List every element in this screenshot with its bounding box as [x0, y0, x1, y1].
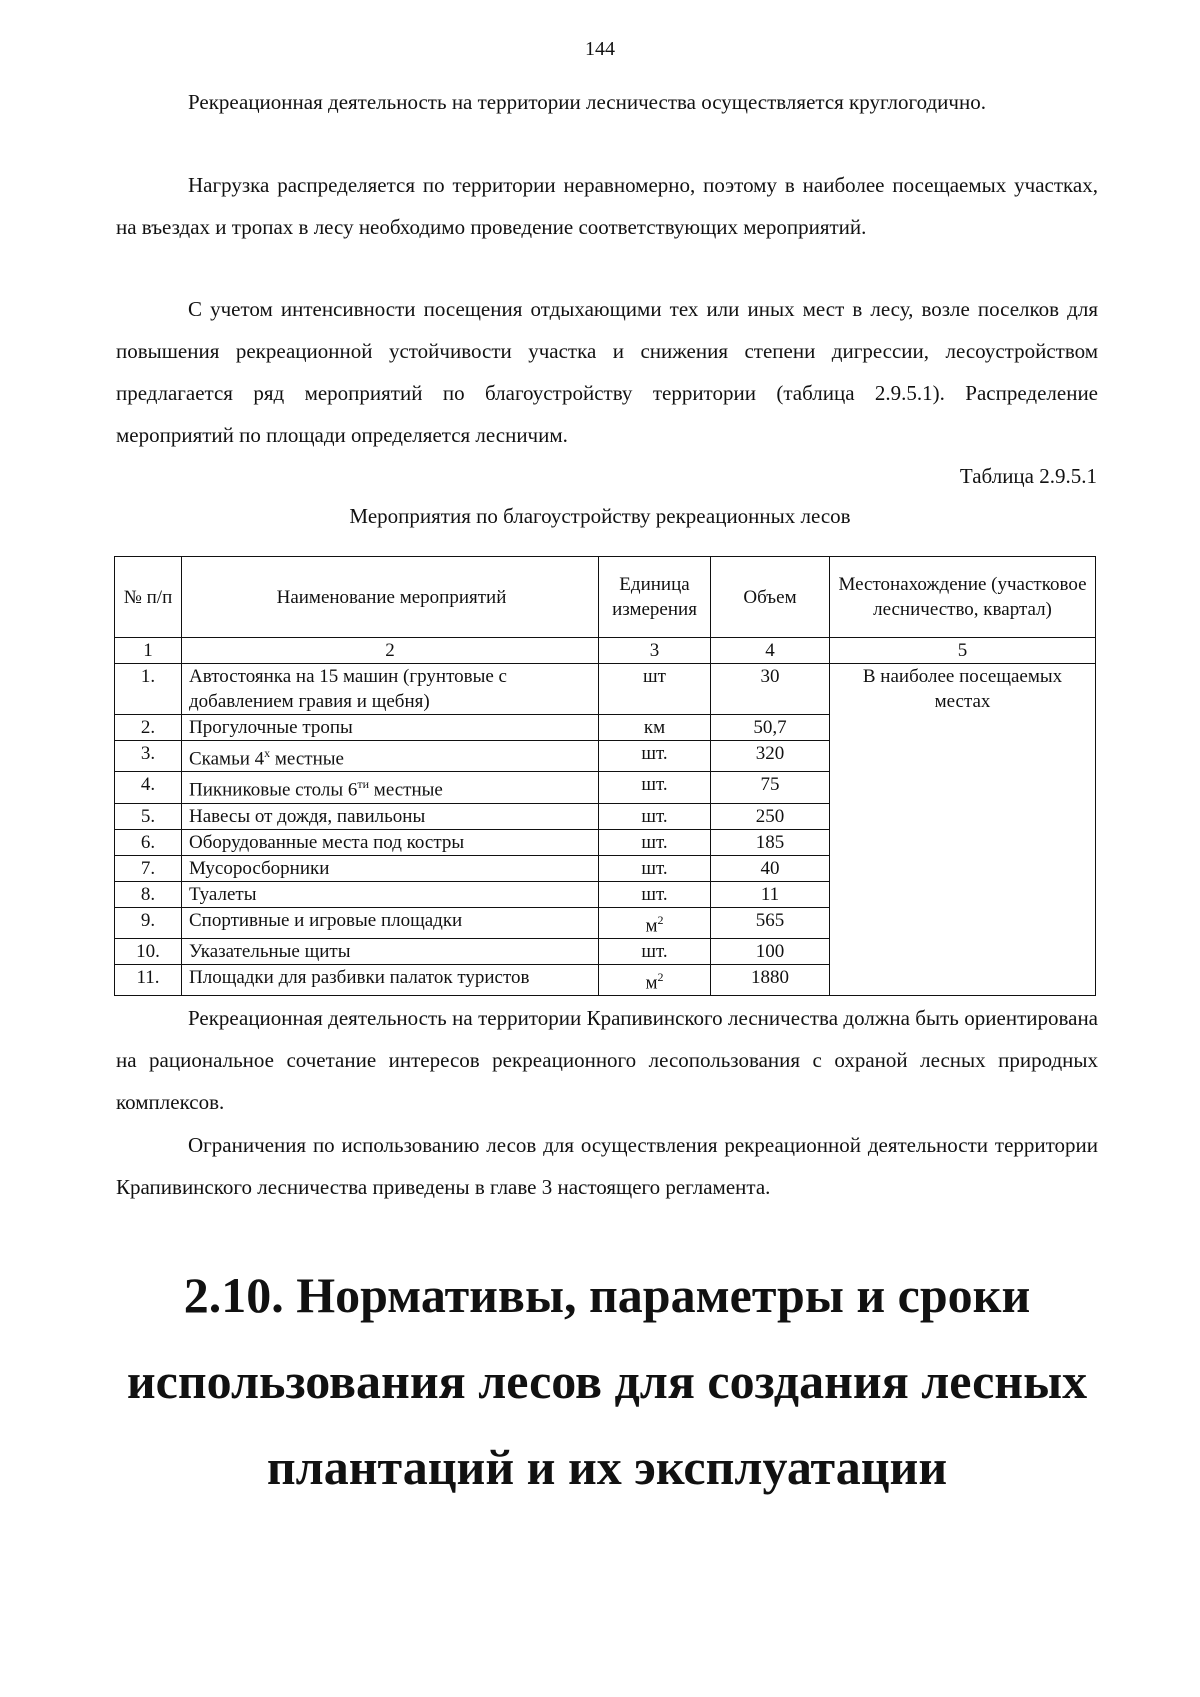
paragraph-3 — [116, 288, 1098, 456]
paragraph-5 — [116, 1124, 1098, 1208]
measure-name — [182, 829, 599, 855]
measure-unit — [599, 803, 711, 829]
index-cell: 2 — [182, 638, 599, 664]
index-cell: 1 — [115, 638, 182, 664]
measure-unit-text: шт. — [641, 805, 668, 827]
measure-name — [182, 715, 599, 741]
measure-volume: 75 — [711, 772, 830, 803]
measure-name-text: Мусоросборники — [189, 857, 330, 879]
location-cell: В наиболее посещаемых местах — [830, 664, 1096, 996]
paragraph-text: Ограничения по использованию лесов для осуществления рекреационной деятельности территории Крапивинского лесничества приведены в главе 3 настоящего регламента. — [116, 1133, 1098, 1199]
measure-name-suffix: местные — [369, 779, 443, 801]
measure-unit-text: шт. — [641, 857, 668, 879]
header-volume: Объем — [711, 557, 830, 638]
measure-unit — [599, 829, 711, 855]
measure-unit — [599, 855, 711, 881]
measure-unit — [599, 938, 711, 964]
table-label: Таблица 2.9.5.1 — [959, 464, 1097, 488]
measure-name-text: Оборудованные места под костры — [189, 831, 465, 853]
measure-name-text: Туалеты — [189, 883, 257, 905]
measure-name-text: Указательные щиты — [189, 940, 351, 962]
measure-unit — [599, 664, 711, 715]
index-cell: 3 — [599, 638, 711, 664]
measure-name-suffix: местные — [270, 748, 344, 770]
measure-unit-text: км — [643, 717, 666, 738]
measure-unit — [599, 741, 711, 772]
row-number: 8. — [115, 881, 182, 907]
measure-volume: 185 — [711, 829, 830, 855]
paragraph-text: С учетом интенсивности посещения отдыхающими тех или иных мест в лесу, возле поселков для повышения рекреационной устойчивости участка и снижения степени дигрессии, лесоустройством предлагается ряд мероприятий по благоустройству территории (таблица 2.9.5.1). Распределение мероприятий по площади определяется лесничим. — [116, 297, 1098, 447]
measure-volume: 100 — [711, 938, 830, 964]
header-location: Местонахождение (участковое лесничество, квартал) — [830, 557, 1096, 638]
header-num: № п/п — [115, 557, 182, 638]
measure-volume: 30 — [711, 664, 830, 715]
measure-name-text: Навесы от дождя, павильоны — [189, 805, 426, 827]
measures-table — [114, 556, 1096, 996]
measure-name-superscript: х — [264, 746, 271, 760]
measure-name — [182, 803, 599, 829]
measure-name-text: Площадки для разбивки палаток туристов — [189, 966, 530, 988]
measure-name — [182, 907, 599, 938]
measure-name-text: Прогулочные тропы — [189, 717, 353, 738]
table-header-row — [115, 557, 1096, 638]
measure-unit — [599, 715, 711, 741]
paragraph-4 — [116, 997, 1098, 1123]
index-cell: 4 — [711, 638, 830, 664]
table-body — [115, 638, 1096, 996]
paragraph-2 — [116, 164, 1098, 248]
index-cell: 5 — [830, 638, 1096, 664]
measure-name — [182, 938, 599, 964]
page-number: 144 — [585, 38, 615, 60]
measure-volume: 250 — [711, 803, 830, 829]
measure-name — [182, 741, 599, 772]
measure-unit-superscript: 2 — [657, 969, 664, 984]
measure-name — [182, 964, 599, 995]
measure-name-superscript: ти — [357, 777, 370, 792]
measure-name-text: Спортивные и игровые площадки — [189, 909, 463, 931]
row-number: 1. — [115, 664, 182, 715]
measure-volume: 1880 — [711, 964, 830, 995]
section-heading: 2.10. Нормативы, параметры и сроки использования лесов для создания лесных плантаций и их эксплуатации — [126, 1267, 1088, 1495]
paragraph-text: Нагрузка распределяется по территории неравномерно, поэтому в наиболее посещаемых участках, на въездах и тропах в лесу необходимо проведение соответствующих мероприятий. — [116, 173, 1098, 239]
measure-unit-text: м — [645, 914, 658, 936]
table-title: Мероприятия по благоустройству рекреационных лесов — [349, 504, 851, 528]
measure-unit-text: шт. — [641, 743, 668, 764]
measure-volume: 50,7 — [711, 715, 830, 741]
measure-name — [182, 881, 599, 907]
measure-unit — [599, 964, 711, 995]
paragraph-text: Рекреационная деятельность на территории лесничества осуществляется круглогодично. — [188, 90, 986, 114]
measure-name-text: Скамьи 4 — [189, 748, 265, 770]
measure-unit-text: шт. — [641, 774, 668, 796]
row-number: 9. — [115, 907, 182, 938]
row-number: 2. — [115, 715, 182, 741]
paragraph-1 — [116, 81, 1098, 123]
measure-unit — [599, 907, 711, 938]
row-number: 11. — [115, 964, 182, 995]
measure-unit-superscript: 2 — [657, 912, 664, 927]
measure-name — [182, 664, 599, 715]
measure-name — [182, 855, 599, 881]
measure-unit-text: шт. — [641, 831, 668, 853]
measure-name-text: Пикниковые столы 6 — [189, 779, 358, 801]
measure-unit-text: шт. — [641, 940, 668, 962]
row-number: 6. — [115, 829, 182, 855]
row-number: 5. — [115, 803, 182, 829]
measure-volume: 40 — [711, 855, 830, 881]
measure-unit — [599, 881, 711, 907]
measure-unit — [599, 772, 711, 803]
row-number: 7. — [115, 855, 182, 881]
row-number: 4. — [115, 772, 182, 803]
measure-volume: 565 — [711, 907, 830, 938]
table-row — [115, 664, 1096, 715]
header-unit: Единица измерения — [599, 557, 711, 638]
measure-unit-text: шт — [643, 666, 666, 687]
row-number: 10. — [115, 938, 182, 964]
measure-volume: 11 — [711, 881, 830, 907]
index-row — [115, 638, 1096, 664]
paragraph-text: Рекреационная деятельность на территории Крапивинского лесничества должна быть ориентирована на рациональное сочетание интересов рекреационного лесопользования с охраной лесных природных комплексов. — [116, 1006, 1098, 1114]
measure-volume: 320 — [711, 741, 830, 772]
measure-name-text: Автостоянка на 15 машин (грунтовые с добавлением гравия и щебня) — [189, 666, 507, 712]
header-name: Наименование мероприятий — [182, 557, 599, 638]
measure-unit-text: м — [645, 972, 658, 994]
measure-name — [182, 772, 599, 803]
row-number: 3. — [115, 741, 182, 772]
measure-unit-text: шт. — [641, 883, 668, 905]
